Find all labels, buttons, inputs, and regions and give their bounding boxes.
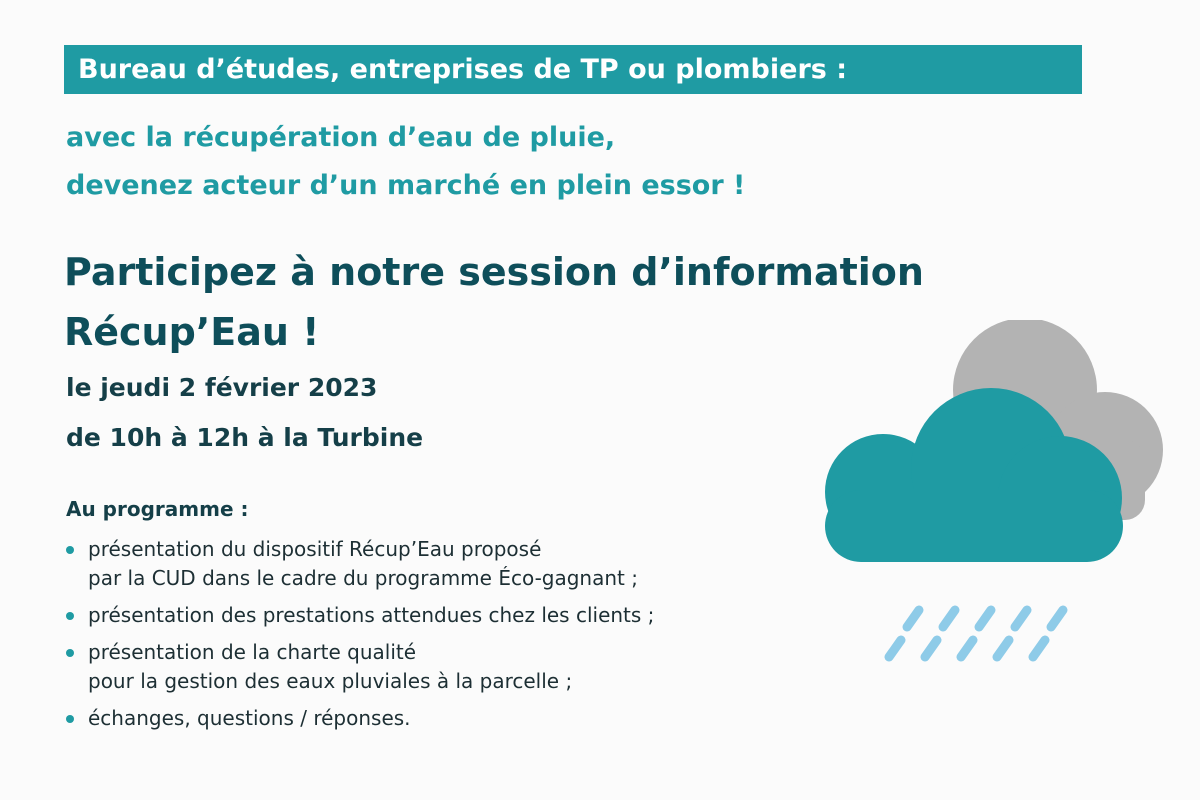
program-item: [66, 638, 654, 696]
program-item-line: présentation du dispositif Récup’Eau proposé: [88, 537, 542, 561]
banner-title: Bureau d’études, entreprises de TP ou plombiers :: [64, 45, 1082, 94]
subtitle-line-1: avec la récupération d’eau de pluie,: [66, 122, 616, 153]
program-item-line: présentation des prestations attendues chez les clients ;: [88, 603, 655, 627]
program-list: [66, 535, 654, 741]
event-details: [66, 363, 423, 463]
rain-cloud-icon: [815, 320, 1175, 680]
bullet-dot-icon: [66, 612, 74, 620]
headline: [64, 242, 924, 362]
program-item-line: présentation de la charte qualité: [88, 640, 417, 664]
program-item: [66, 601, 654, 630]
program-title: Au programme :: [66, 497, 249, 521]
headline-line-2: Récup’Eau !: [64, 310, 320, 354]
bullet-dot-icon: [66, 649, 74, 657]
event-time-place: de 10h à 12h à la Turbine: [66, 423, 424, 452]
headline-line-1: Participez à notre session d’information: [64, 250, 924, 294]
program-item: [66, 704, 654, 733]
subtitle: [66, 114, 745, 210]
program-item-line: échanges, questions / réponses.: [88, 706, 411, 730]
program-item: [66, 535, 654, 593]
program-item-line: par la CUD dans le cadre du programme Éco-gagnant ;: [88, 566, 638, 590]
event-date: le jeudi 2 février 2023: [66, 373, 378, 402]
bullet-dot-icon: [66, 715, 74, 723]
rain-drops: [889, 610, 1063, 657]
bullet-dot-icon: [66, 546, 74, 554]
program-item-line: pour la gestion des eaux pluviales à la parcelle ;: [88, 669, 573, 693]
subtitle-line-2: devenez acteur d’un marché en plein essor !: [66, 170, 746, 201]
